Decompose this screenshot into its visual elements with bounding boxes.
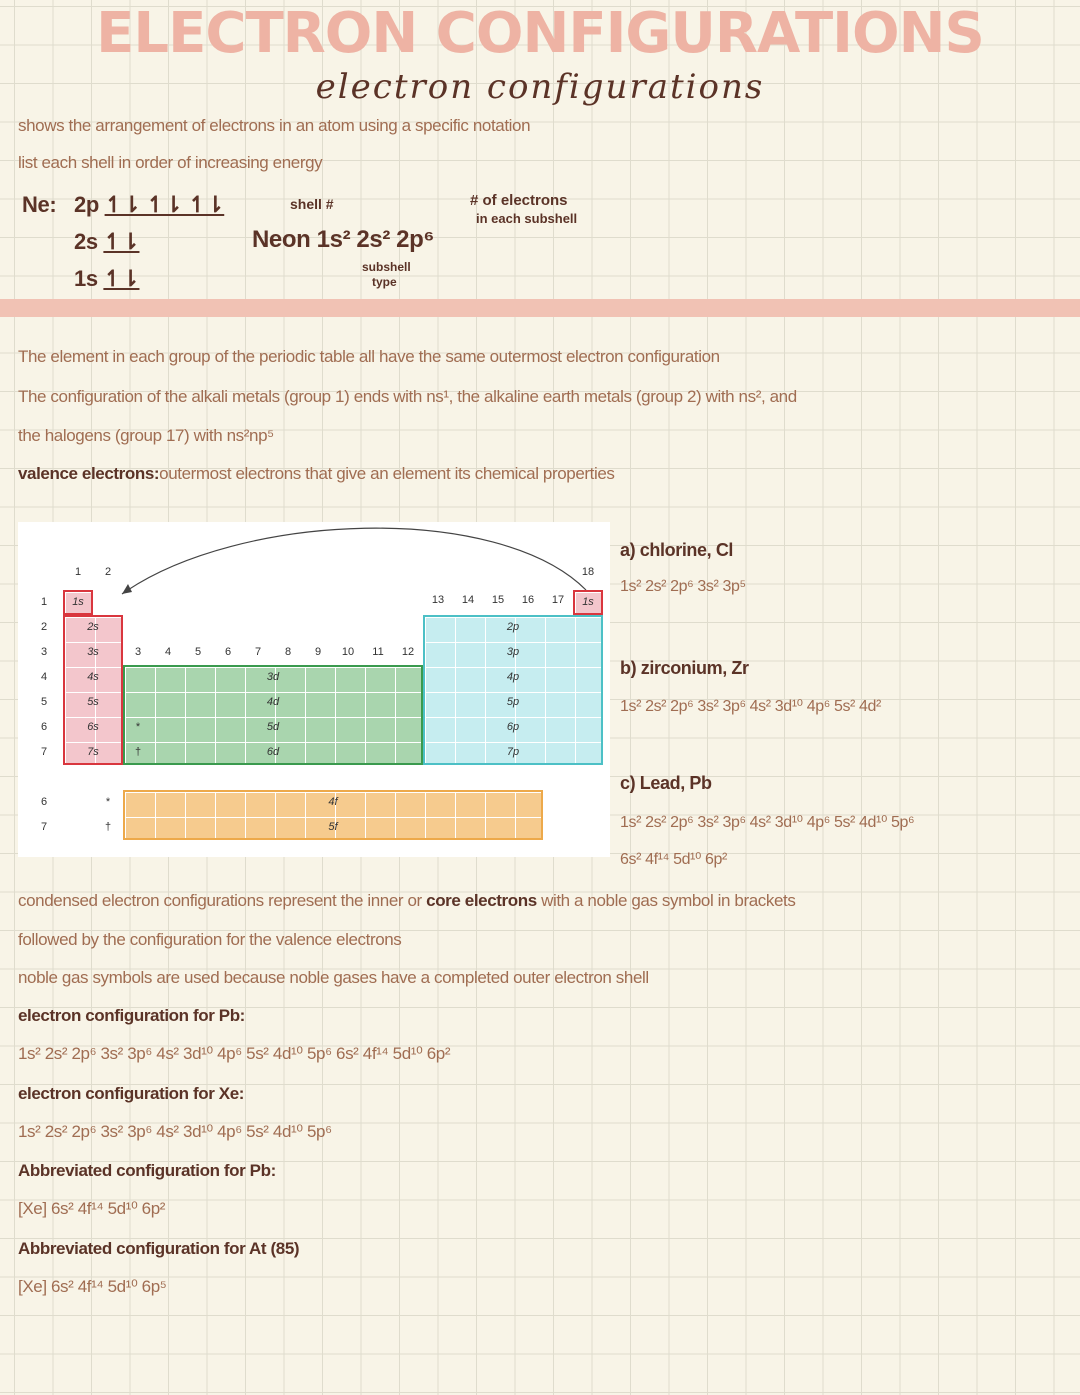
example-title: c) Lead, Pb — [620, 773, 712, 793]
s-label: 4s — [87, 671, 99, 683]
s-label: 7s — [87, 746, 99, 758]
group-number: 13 — [431, 594, 445, 606]
period-number: 6 — [40, 721, 48, 733]
condensed-text: condensed electron configurations represent the inner or — [18, 891, 427, 910]
period-number: 3 — [40, 646, 48, 658]
group-number: 8 — [284, 646, 292, 658]
example-config: 1s² 2s² 2p⁶ 3s² 3p⁵ — [620, 578, 746, 595]
d-label: 4d — [266, 696, 280, 708]
group-number: 10 — [341, 646, 355, 658]
s-label: 5s — [87, 696, 99, 708]
period-number: 7 — [40, 821, 48, 833]
condensed-line-2: followed by the configuration for the valence electrons — [18, 930, 402, 949]
orbital-sub: 1s — [74, 266, 98, 291]
group-number: 16 — [521, 594, 535, 606]
d-label: 3d — [266, 671, 280, 683]
orbital-row-1s — [74, 266, 139, 292]
d-label: 5d — [266, 721, 280, 733]
p-label: 7p — [506, 746, 520, 758]
example-config: 1s² 2s² 2p⁶ 3s² 3p⁶ 4s² 3d¹⁰ 4p⁶ 5s² 4d¹⁰ 5p⁶ — [620, 814, 915, 831]
group-number: 1 — [74, 566, 82, 578]
s-label: 6s — [87, 721, 99, 733]
valence-term: valence electrons: — [18, 464, 160, 483]
group-number: 3 — [134, 646, 142, 658]
group-number: 4 — [164, 646, 172, 658]
section-line-2: The configuration of the alkali metals (group 1) ends with ns¹, the alkaline earth metals (group 2) with ns², and — [18, 387, 797, 406]
example-title: a) chlorine, Cl — [620, 540, 734, 560]
config-value: [Xe] 6s² 4f¹⁴ 5d¹⁰ 6p² — [18, 1199, 166, 1218]
group-number: 17 — [551, 594, 565, 606]
he-label: 1s — [582, 596, 594, 608]
p-label: 4p — [506, 671, 520, 683]
period-number: 6 — [40, 796, 48, 808]
group-number: 7 — [254, 646, 262, 658]
group-number: 15 — [491, 594, 505, 606]
period-number: 5 — [40, 696, 48, 708]
orbital-row-2s — [74, 229, 139, 255]
orbital-sub: 2p — [74, 192, 99, 217]
orbital-boxes: ↿⇂ ↿⇂ ↿⇂ — [104, 192, 225, 217]
config-heading: Abbreviated configuration for Pb: — [18, 1161, 276, 1180]
group-number: 18 — [581, 566, 595, 578]
s-block — [63, 615, 123, 765]
group-number: 2 — [104, 566, 112, 578]
ne-label: Ne: — [22, 192, 57, 217]
p-label: 2p — [506, 621, 520, 633]
f-label: 4f — [328, 796, 338, 808]
actinide-marker: † — [134, 746, 142, 758]
condensed-line-1 — [18, 891, 795, 911]
group-number: 14 — [461, 594, 475, 606]
subshell-label: subshell — [362, 260, 411, 274]
p-block — [423, 615, 603, 765]
example-title: b) zirconium, Zr — [620, 658, 749, 678]
neon-config: Neon 1s² 2s² 2p⁶ — [252, 226, 435, 253]
config-heading: Abbreviated configuration for At (85) — [18, 1238, 300, 1258]
group-number: 9 — [314, 646, 322, 658]
shell-number-label: shell # — [290, 196, 334, 212]
condensed-text-end: with a noble gas symbol in brackets — [536, 891, 796, 910]
period-number: 4 — [40, 671, 48, 683]
intro-line-2: list each shell in order of increasing energy — [18, 153, 323, 172]
section-line-1: The element in each group of the periodic table all have the same outermost electron configuration — [18, 347, 720, 366]
p-label: 6p — [506, 721, 520, 733]
title-block-letters: ELECTRON CONFIGURATIONS — [96, 1, 984, 66]
lanthanide-marker: * — [105, 796, 111, 808]
section-line-3: the halogens (group 17) with ns²np⁵ — [18, 426, 274, 445]
valence-definition — [18, 464, 615, 484]
divider-band — [0, 299, 1080, 317]
config-heading: electron configuration for Xe: — [18, 1083, 245, 1103]
periodic-table-image — [18, 522, 610, 857]
f-label: 5f — [328, 821, 338, 833]
p-label: 3p — [506, 646, 520, 658]
d-label: 6d — [266, 746, 280, 758]
group-number: 5 — [194, 646, 202, 658]
electrons-subshell-label: in each subshell — [476, 211, 578, 226]
orbital-row-2p — [74, 192, 224, 218]
p-label: 5p — [506, 696, 520, 708]
period-number: 7 — [40, 746, 48, 758]
group-number: 12 — [401, 646, 415, 658]
actinide-marker: † — [104, 821, 112, 833]
config-value: 1s² 2s² 2p⁶ 3s² 3p⁶ 4s² 3d¹⁰ 4p⁶ 5s² 4d¹⁰ 5p⁶ 6s² 4f¹⁴ 5d¹⁰ 6p² — [18, 1044, 451, 1063]
electrons-label: # of electrons — [470, 192, 568, 209]
s-label: 1s — [72, 596, 84, 608]
valence-text: outermost electrons that give an element its chemical properties — [159, 464, 615, 483]
s-label: 2s — [87, 621, 99, 633]
group-number: 11 — [372, 646, 384, 658]
config-value: 1s² 2s² 2p⁶ 3s² 3p⁶ 4s² 3d¹⁰ 4p⁶ 5s² 4d¹⁰ 5p⁶ — [18, 1121, 332, 1141]
orbital-boxes: ↿⇂ — [103, 266, 140, 291]
subshell-type-label: type — [372, 275, 397, 289]
group-number: 6 — [224, 646, 232, 658]
title-script: electron configurations — [315, 67, 765, 107]
s-label: 3s — [87, 646, 99, 658]
period-number: 1 — [40, 596, 48, 608]
example-config: 6s² 4f¹⁴ 5d¹⁰ 6p² — [620, 851, 727, 868]
config-value: [Xe] 6s² 4f¹⁴ 5d¹⁰ 6p⁵ — [18, 1276, 167, 1296]
example-config: 1s² 2s² 2p⁶ 3s² 3p⁶ 4s² 3d¹⁰ 4p⁶ 5s² 4d² — [620, 698, 881, 715]
core-electrons-term: core electrons — [426, 891, 537, 910]
lanthanide-marker: * — [135, 721, 141, 733]
orbital-sub: 2s — [74, 229, 98, 254]
condensed-line-3: noble gas symbols are used because noble gases have a completed outer electron shell — [18, 968, 649, 987]
period-number: 2 — [40, 621, 48, 633]
config-heading: electron configuration for Pb: — [18, 1006, 245, 1025]
orbital-boxes: ↿⇂ — [103, 229, 140, 254]
intro-line-1: shows the arrangement of electrons in an atom using a specific notation — [18, 116, 531, 135]
